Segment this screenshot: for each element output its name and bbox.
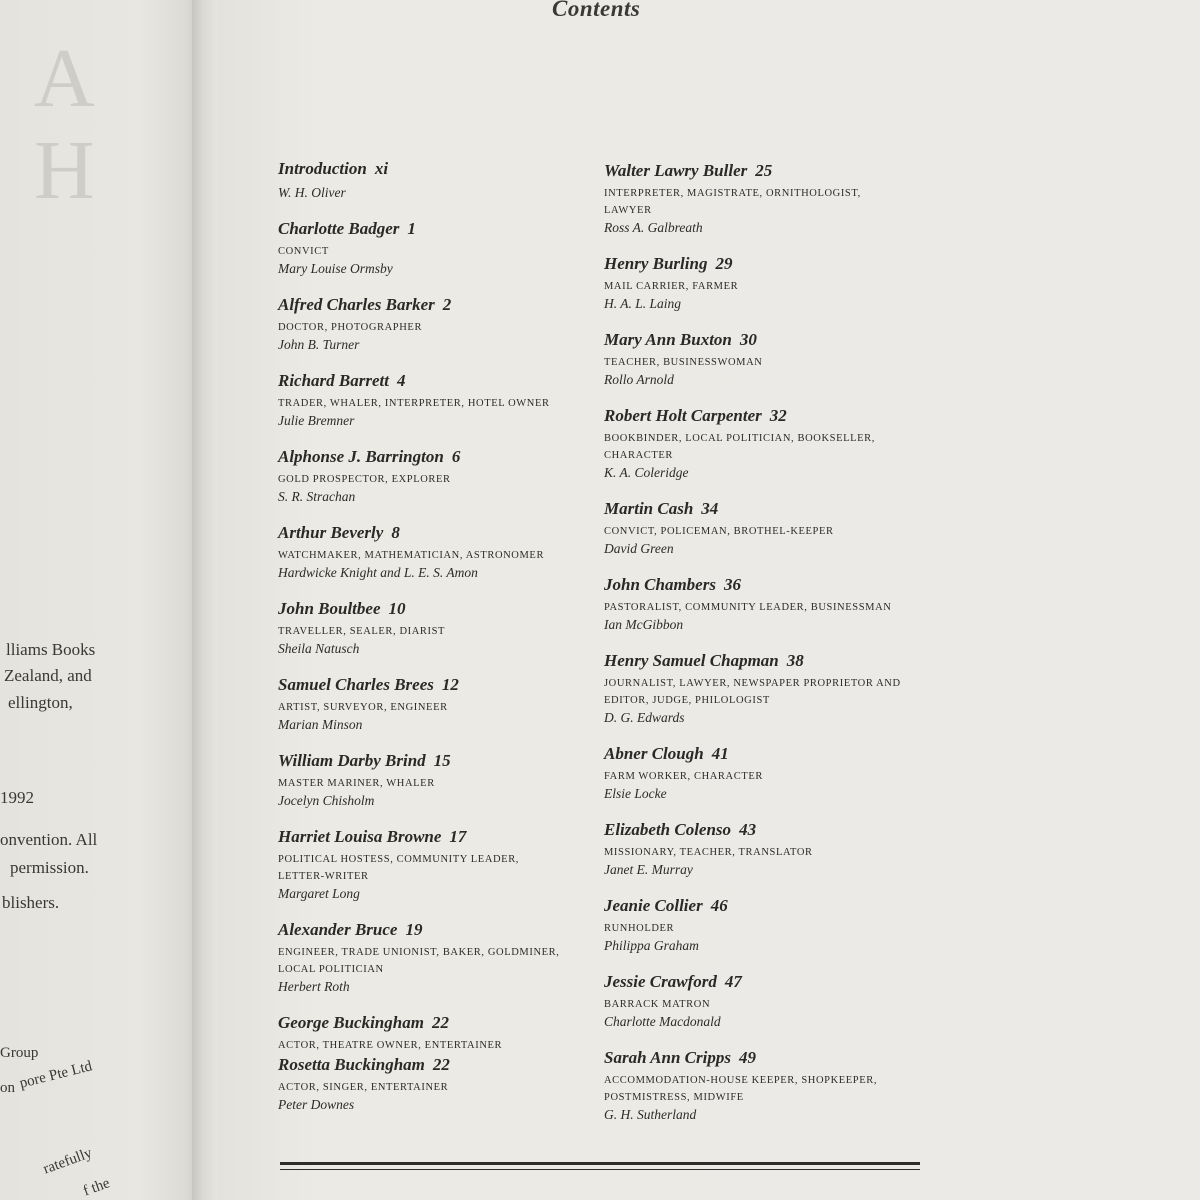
contents-entry	[278, 446, 598, 505]
entry-title: Samuel Charles Brees 12	[278, 675, 459, 694]
contents-entry	[604, 498, 924, 557]
entry-page-number: 2	[442, 295, 452, 314]
facing-text-line: 1992	[0, 788, 34, 807]
entry-page-number: 49	[738, 1048, 756, 1067]
entry-page-number: 12	[441, 675, 459, 694]
entry-title: John Chambers 36	[604, 575, 741, 594]
entry-title: Harriet Louisa Browne 17	[278, 827, 467, 846]
show-through-letter-h: H	[34, 124, 95, 217]
entry-occupation: TEACHER, BUSINESSWOMAN	[604, 357, 763, 368]
entry-author: K. A. Coleridge	[604, 465, 689, 480]
entry-author: Peter Downes	[278, 1097, 355, 1112]
entry-title: George Buckingham 22	[278, 1013, 449, 1032]
entry-page-number: 6	[451, 447, 461, 466]
entry-page-number: 30	[739, 330, 757, 349]
facing-text-line: Zealand, and	[4, 666, 92, 685]
entry-occupation: ACTOR, THEATRE OWNER, ENTERTAINER	[278, 1040, 503, 1051]
entry-page-number: 47	[724, 972, 742, 991]
entry-title: Robert Holt Carpenter 32	[604, 406, 787, 425]
entry-title: Henry Burling 29	[604, 254, 733, 273]
entry-title: John Boultbee 10	[278, 599, 406, 618]
entry-title: Walter Lawry Buller 25	[604, 161, 773, 180]
entry-author: Herbert Roth	[278, 979, 350, 994]
facing-text-line: pore Pte Ltd	[17, 1058, 94, 1092]
entry-occupation: WATCHMAKER, MATHEMATICIAN, ASTRONOMER	[278, 550, 545, 561]
facing-text-line: permission.	[10, 858, 89, 877]
entry-author: Margaret Long	[278, 886, 360, 901]
entry-author: David Green	[604, 541, 674, 556]
entry-title: Mary Ann Buxton 30	[604, 330, 757, 349]
entry-occupation: CONVICT, POLICEMAN, BROTHEL-KEEPER	[604, 526, 834, 537]
entry-title: Elizabeth Colenso 43	[604, 820, 757, 839]
contents-entry	[604, 253, 924, 312]
facing-text-line: f the	[81, 1175, 113, 1200]
entry-author: Marian Minson	[278, 717, 363, 732]
entry-occupation: MASTER MARINER, WHALER	[278, 778, 435, 789]
entry-page-number: 34	[701, 499, 719, 518]
entry-title: Abner Clough 41	[604, 744, 729, 763]
entry-title: Alphonse J. Barrington 6	[278, 447, 461, 466]
contents-entry	[604, 743, 924, 802]
contents-entry	[604, 1047, 924, 1123]
entry-page-number: 32	[769, 406, 787, 425]
entry-occupation: BOOKBINDER, LOCAL POLITICIAN, BOOKSELLER, CHARACTER	[604, 433, 875, 461]
entry-author: G. H. Sutherland	[604, 1107, 697, 1122]
contents-entry	[604, 819, 924, 878]
entry-author: Charlotte Macdonald	[604, 1014, 721, 1029]
entry-page-number: 4	[397, 371, 406, 390]
entry-title: Henry Samuel Chapman 38	[604, 651, 804, 670]
entry-occupation: TRADER, WHALER, INTERPRETER, HOTEL OWNER	[278, 398, 550, 409]
entry-occupation: CONVICT	[278, 246, 329, 257]
entry-author: Mary Louise Ormsby	[278, 261, 393, 276]
footer-rule-thick	[280, 1162, 920, 1165]
contents-entry	[278, 598, 598, 657]
entry-page-number: 8	[391, 523, 400, 542]
contents-entry	[604, 971, 924, 1030]
entry-occupation: ACCOMMODATION-HOUSE KEEPER, SHOPKEEPER, POSTMISTRESS, MIDWIFE	[604, 1075, 878, 1103]
entry-title: Introduction xi	[278, 159, 389, 178]
entry-author: Sheila Natusch	[278, 641, 360, 656]
entry-title: Arthur Beverly 8	[278, 523, 400, 542]
entry-occupation: MISSIONARY, TEACHER, TRANSLATOR	[604, 847, 813, 858]
entry-occupation: ACTOR, SINGER, ENTERTAINER	[278, 1082, 449, 1093]
contents-entry	[278, 1054, 598, 1113]
entry-author: John B. Turner	[278, 337, 360, 352]
contents-entry	[604, 405, 924, 481]
contents-column-left	[278, 158, 598, 1113]
entry-page-number: 25	[755, 161, 773, 180]
contents-entry	[278, 750, 598, 809]
entry-page-number: 22	[432, 1055, 450, 1074]
entry-title: William Darby Brind 15	[278, 751, 451, 770]
entry-page-number: 41	[711, 744, 729, 763]
entry-author: Jocelyn Chisholm	[278, 793, 375, 808]
entry-title: Jessie Crawford 47	[604, 972, 742, 991]
entry-title: Jeanie Collier 46	[604, 896, 728, 915]
book-gutter	[192, 0, 218, 1200]
entry-page-number: xi	[374, 159, 389, 178]
entry-title: Richard Barrett 4	[278, 371, 406, 390]
entry-title: Charlotte Badger 1	[278, 219, 416, 238]
entry-author: Ross A. Galbreath	[604, 220, 703, 235]
entry-page-number: 29	[715, 254, 733, 273]
contents-entry	[278, 826, 598, 902]
contents-entry	[278, 158, 598, 201]
contents-entry	[604, 650, 924, 726]
entry-occupation: FARM WORKER, CHARACTER	[604, 771, 763, 782]
show-through-letter-a: A	[34, 32, 95, 125]
contents-entry	[278, 1012, 598, 1054]
entry-author: D. G. Edwards	[604, 710, 685, 725]
entry-occupation: ENGINEER, TRADE UNIONIST, BAKER, GOLDMINER, LOCAL POLITICIAN	[278, 947, 560, 975]
contents-entry	[604, 895, 924, 954]
contents-entry	[278, 294, 598, 353]
contents-entry	[278, 370, 598, 429]
entry-page-number: 36	[723, 575, 741, 594]
footer-rule-thin	[280, 1169, 920, 1170]
entry-author: Hardwicke Knight and L. E. S. Amon	[278, 565, 478, 580]
entry-author: H. A. L. Laing	[604, 296, 682, 311]
entry-occupation: MAIL CARRIER, FARMER	[604, 281, 739, 292]
contents-entry	[278, 674, 598, 733]
entry-occupation: POLITICAL HOSTESS, COMMUNITY LEADER, LETTER-WRITER	[278, 854, 520, 882]
entry-title: Alfred Charles Barker 2	[278, 295, 452, 314]
facing-text-line: Group	[0, 1045, 39, 1061]
entry-title: Sarah Ann Cripps 49	[604, 1048, 756, 1067]
entry-author: S. R. Strachan	[278, 489, 356, 504]
entry-author: Philippa Graham	[604, 938, 699, 953]
entry-page-number: 17	[449, 827, 467, 846]
contents-entry	[278, 919, 598, 995]
entry-page-number: 46	[710, 896, 728, 915]
entry-page-number: 38	[786, 651, 804, 670]
entry-occupation: DOCTOR, PHOTOGRAPHER	[278, 322, 423, 333]
entry-page-number: 15	[433, 751, 451, 770]
entry-occupation: JOURNALIST, LAWYER, NEWSPAPER PROPRIETOR AND EDITOR, JUDGE, PHILOLOGIST	[604, 678, 901, 706]
entry-occupation: ARTIST, SURVEYOR, ENGINEER	[278, 702, 448, 713]
entry-occupation: TRAVELLER, SEALER, DIARIST	[278, 626, 446, 637]
entry-author: Julie Bremner	[278, 413, 355, 428]
entry-author: Janet E. Murray	[604, 862, 693, 877]
entry-author: Ian McGibbon	[604, 617, 684, 632]
entry-title: Martin Cash 34	[604, 499, 719, 518]
facing-page	[0, 0, 200, 1200]
entry-title: Alexander Bruce 19	[278, 920, 423, 939]
entry-page-number: 19	[405, 920, 423, 939]
entry-page-number: 43	[739, 820, 757, 839]
entry-occupation: GOLD PROSPECTOR, EXPLORER	[278, 474, 451, 485]
contents-column-right	[604, 160, 924, 1123]
page-title: Contents	[552, 0, 641, 21]
contents-entry	[278, 522, 598, 581]
entry-author: Rollo Arnold	[604, 372, 674, 387]
entry-page-number: 22	[431, 1013, 449, 1032]
contents-entry	[604, 329, 924, 388]
facing-text-line: lliams Books	[6, 640, 96, 659]
facing-text-line: on	[0, 1080, 15, 1096]
facing-text-line: blishers.	[2, 893, 60, 912]
entry-title: Rosetta Buckingham 22	[278, 1055, 450, 1074]
entry-occupation: PASTORALIST, COMMUNITY LEADER, BUSINESSMAN	[604, 602, 892, 613]
entry-occupation: BARRACK MATRON	[604, 999, 711, 1010]
contents-entry	[604, 574, 924, 633]
entry-occupation: INTERPRETER, MAGISTRATE, ORNITHOLOGIST, LAWYER	[604, 188, 861, 216]
entry-occupation: RUNHOLDER	[604, 923, 675, 934]
entry-author: W. H. Oliver	[278, 185, 346, 200]
facing-text-line: ellington,	[8, 693, 73, 712]
facing-text-line: ratefully	[41, 1145, 95, 1178]
facing-text-line: onvention. All	[0, 830, 98, 849]
contents-entry	[278, 218, 598, 277]
entry-page-number: 1	[407, 219, 416, 238]
entry-page-number: 10	[388, 599, 406, 618]
contents-entry	[604, 160, 924, 236]
entry-author: Elsie Locke	[604, 786, 667, 801]
